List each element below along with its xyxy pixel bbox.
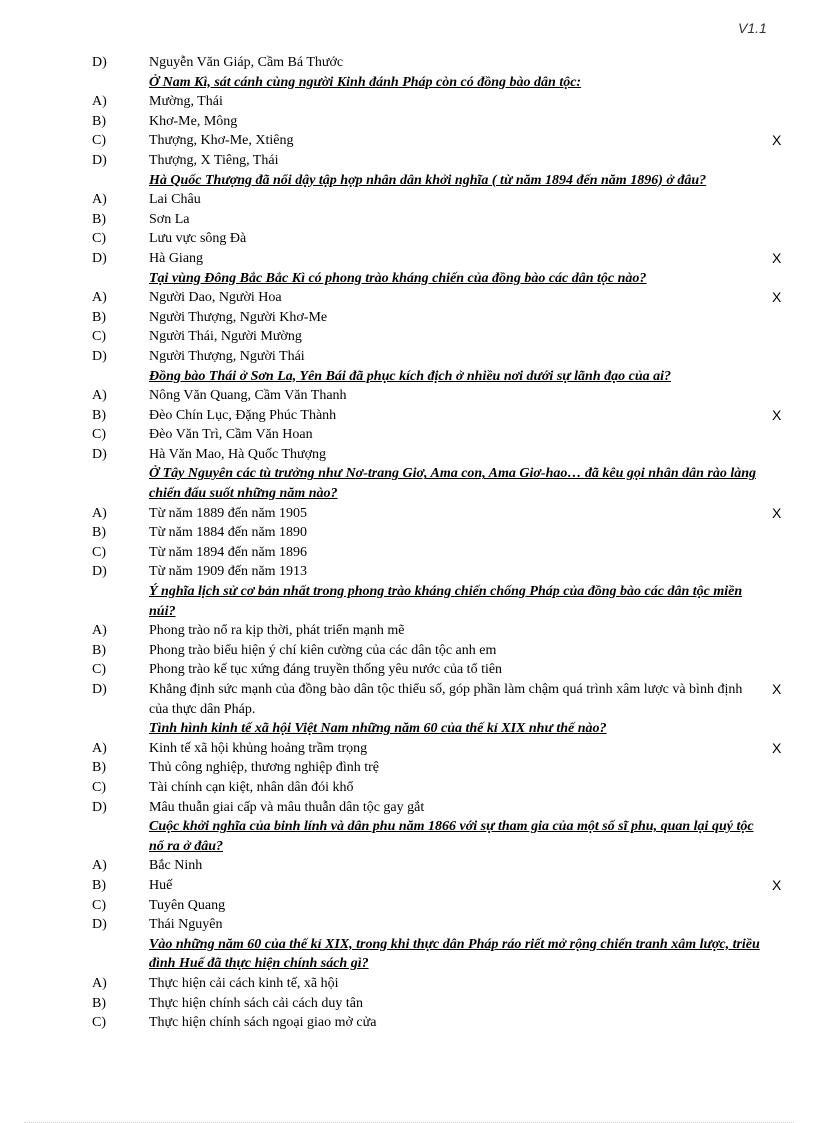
option-text: Người Thượng, Người Khơ-Me [149, 309, 328, 325]
answer-option [0, 504, 816, 524]
option-label: C) [92, 133, 106, 149]
question-text: Ở Tây Nguyên các tù trưởng như Nơ-trang Giơ, Ama con, Ama Giơ-hao… đã kêu gọi nhân dân rào làng chiến đấu suốt những năm nào? [149, 466, 757, 502]
correct-answer-mark: X [772, 249, 782, 266]
correct-answer-mark: X [772, 289, 782, 306]
answer-option [0, 641, 816, 661]
answer-option [0, 190, 816, 210]
option-text: Khẳng định sức mạnh của đồng bào dân tộc thiểu số, góp phần làm chậm quá trình xâm lược và bình định của thực dân Pháp. [149, 682, 743, 717]
question-text: Tại vùng Đông Bắc Bắc Kì có phong trào kháng chiến của đồng bào các dân tộc nào? [149, 270, 647, 286]
option-label: B) [92, 877, 106, 893]
option-text: Thái Nguyên [149, 917, 223, 933]
option-label: A) [92, 192, 107, 208]
option-text: Phong trào nổ ra kịp thời, phát triển mạnh mẽ [149, 623, 405, 639]
option-label: A) [92, 94, 107, 110]
answer-option [0, 778, 816, 798]
question-text: Cuộc khởi nghĩa của binh lính và dân phu năm 1866 với sự tham gia của một số sĩ phu, quan lại quý tộc nổ ra ở đâu? [149, 819, 754, 854]
answer-option [0, 229, 816, 249]
option-label: B) [92, 113, 106, 129]
option-label: A) [92, 858, 107, 874]
option-text: Phong trào kế tục xứng đáng truyền thống yêu nước của tổ tiên [149, 662, 503, 678]
option-label: C) [92, 427, 106, 443]
answer-option [0, 994, 816, 1014]
correct-answer-mark: X [772, 739, 782, 756]
question-text: Vào những năm 60 của thế kỉ XIX, trong khi thực dân Pháp ráo riết mở rộng chiến tranh xâm lược, triều đình Huế đã thực hiện chính sách gì? [149, 936, 760, 972]
quiz-content [0, 53, 816, 1033]
option-text: Từ năm 1909 đến năm 1913 [149, 564, 308, 580]
option-text: Hà Giang [149, 250, 204, 266]
correct-answer-mark: X [772, 406, 782, 423]
answer-option [0, 308, 816, 328]
answer-option [0, 327, 816, 347]
answer-option [0, 288, 816, 308]
option-text: Mường, Thái [149, 94, 223, 110]
answer-option [0, 798, 816, 818]
option-text: Thực hiện chính sách ngoại giao mở cửa [149, 1015, 377, 1031]
option-text: Khơ-Me, Mông [149, 113, 238, 129]
option-text: Thực hiện cải cách kinh tế, xã hội [149, 975, 339, 991]
answer-option [0, 347, 816, 367]
option-label: D) [92, 55, 107, 70]
answer-option [0, 523, 816, 543]
option-text: Thực hiện chính sách cải cách duy tân [149, 995, 363, 1011]
option-text: Sơn La [149, 211, 190, 227]
option-label: C) [92, 329, 106, 345]
option-label: A) [92, 388, 107, 404]
option-text: Từ năm 1894 đến năm 1896 [149, 544, 308, 560]
option-label: B) [92, 525, 106, 541]
answer-option [0, 249, 816, 269]
option-label: D) [92, 799, 107, 815]
option-label: B) [92, 309, 106, 325]
option-label: C) [92, 897, 106, 913]
answer-option [0, 210, 816, 230]
option-text: Thượng, X Tiêng, Thái [149, 152, 279, 168]
option-label: A) [92, 623, 107, 639]
option-label: A) [92, 505, 107, 521]
option-label: C) [92, 779, 106, 795]
option-label: A) [92, 975, 107, 991]
answer-option [0, 112, 816, 132]
option-text: Mâu thuẫn giai cấp và mâu thuẫn dân tộc gay gắt [149, 799, 425, 815]
option-label: C) [92, 231, 106, 247]
answer-option [0, 386, 816, 406]
answer-option [0, 660, 816, 680]
answer-option [0, 856, 816, 876]
question-text: Tình hình kinh tế xã hội Việt Nam những năm 60 của thế kỉ XIX như thế nào? [149, 721, 607, 737]
option-text: Người Thượng, Người Thái [149, 348, 305, 364]
option-text: Kinh tế xã hội khủng hoảng trầm trọng [149, 740, 368, 756]
answer-option [0, 53, 816, 73]
option-text: Lai Châu [149, 192, 201, 208]
option-label: C) [92, 1015, 106, 1031]
option-text: Lưu vực sông Đà [149, 231, 247, 247]
option-text: Nông Văn Quang, Cầm Văn Thanh [149, 388, 347, 404]
answer-option [0, 92, 816, 112]
answer-option [0, 151, 816, 171]
option-label: D) [92, 348, 107, 364]
option-label: B) [92, 407, 106, 423]
option-text: Nguyễn Văn Giáp, Cầm Bá Thước [149, 55, 344, 70]
option-text: Tuyên Quang [149, 897, 226, 913]
option-label: D) [92, 564, 107, 580]
answer-option [0, 621, 816, 641]
option-label: D) [92, 917, 107, 933]
question-text: Ở Nam Kì, sát cánh cùng người Kinh đánh Pháp còn có đồng bào dân tộc: [149, 74, 582, 90]
answer-option [0, 562, 816, 582]
option-label: B) [92, 995, 106, 1011]
answer-option [0, 1013, 816, 1033]
option-text: Đèo Văn Trì, Cầm Văn Hoan [149, 427, 313, 443]
option-text: Huế [149, 877, 173, 893]
option-text: Thượng, Khơ-Me, Xtiêng [149, 133, 294, 149]
option-label: A) [92, 290, 107, 306]
answer-option [0, 425, 816, 445]
option-text: Thủ công nghiệp, thương nghiệp đình trệ [149, 760, 380, 776]
answer-option [0, 739, 816, 759]
option-label: D) [92, 152, 107, 168]
answer-option [0, 680, 816, 719]
option-label: B) [92, 760, 106, 776]
option-label: C) [92, 662, 106, 678]
option-label: D) [92, 250, 107, 266]
option-text: Phong trào biểu hiện ý chí kiên cường của các dân tộc anh em [149, 642, 497, 658]
correct-answer-mark: X [772, 132, 782, 149]
option-text: Đèo Chín Lục, Đặng Phúc Thành [149, 407, 337, 423]
question-text: Đồng bào Thái ở Sơn La, Yên Bái đã phục kích địch ở nhiều nơi dưới sự lãnh đạo của ai? [149, 368, 672, 384]
answer-option [0, 896, 816, 916]
option-text: Người Dao, Người Hoa [149, 290, 282, 306]
option-text: Hà Văn Mao, Hà Quốc Thượng [149, 446, 326, 462]
correct-answer-mark: X [772, 876, 782, 893]
option-text: Bắc Ninh [149, 858, 203, 874]
correct-answer-mark: X [772, 504, 782, 521]
question-text: Ý nghĩa lịch sử cơ bản nhất trong phong trào kháng chiến chống Pháp của đồng bào các dân tộc miền núi? [149, 584, 743, 619]
question-text: Hà Quốc Thượng đã nổi dậy tập hợp nhân dân khởi nghĩa ( từ năm 1894 đến năm 1896) ở đâu? [149, 172, 707, 188]
option-text: Tài chính cạn kiệt, nhân dân đói khổ [149, 779, 354, 795]
option-label: D) [92, 446, 107, 462]
option-label: A) [92, 740, 107, 756]
option-text: Từ năm 1889 đến năm 1905 [149, 505, 308, 521]
option-label: C) [92, 544, 106, 560]
answer-option [0, 876, 816, 896]
version-label: V1.1 [738, 20, 767, 36]
option-label: B) [92, 211, 106, 227]
answer-option [0, 406, 816, 426]
option-text: Người Thái, Người Mường [149, 329, 302, 345]
answer-option [0, 445, 816, 465]
answer-option [0, 131, 816, 151]
option-label: D) [92, 682, 107, 697]
correct-answer-mark: X [772, 681, 782, 697]
answer-option [0, 915, 816, 935]
option-text: Từ năm 1884 đến năm 1890 [149, 525, 308, 541]
option-label: B) [92, 642, 106, 658]
answer-option [0, 543, 816, 563]
answer-option [0, 974, 816, 994]
answer-option [0, 758, 816, 778]
